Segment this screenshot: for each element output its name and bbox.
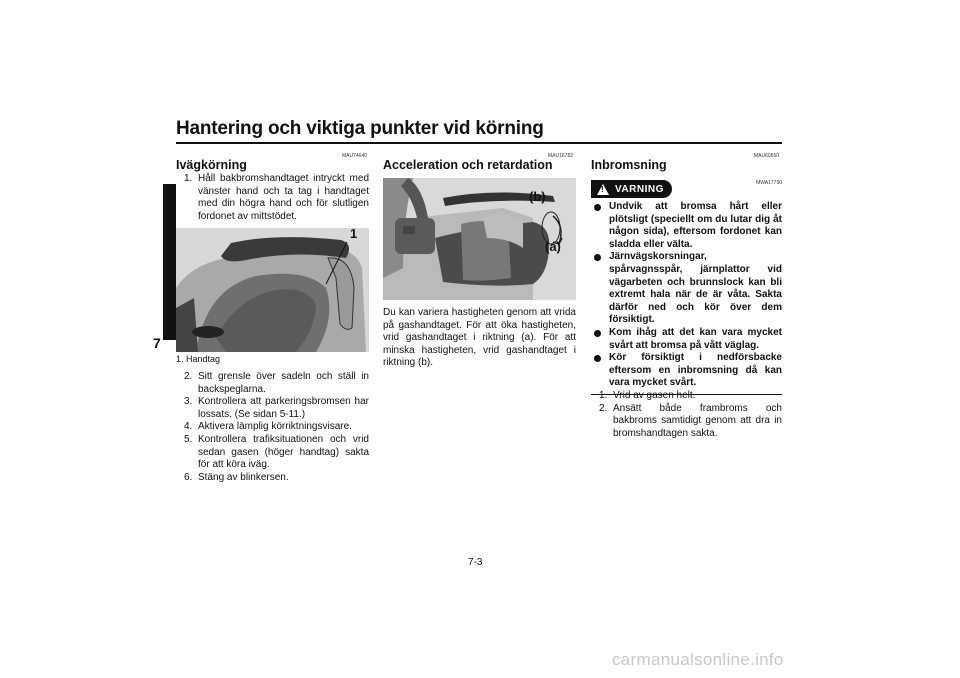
section-heading-braking: Inbromsning bbox=[591, 158, 667, 172]
figure-caption: 1. Handtag bbox=[176, 354, 221, 364]
direction-label-a: (a) bbox=[545, 239, 561, 254]
chapter-tab bbox=[163, 184, 176, 340]
section-heading-acceleration: Acceleration och retardation bbox=[383, 158, 553, 172]
list-item: 5. Kontrollera trafiksituationen och vrid sedan gasen (höger handtag) sakta för att köra iväg. bbox=[184, 433, 369, 471]
warning-box bbox=[591, 180, 782, 395]
list-item: 6. Stäng av blinkersen. bbox=[184, 471, 289, 483]
braking-steps bbox=[591, 390, 782, 440]
bullet-icon bbox=[594, 254, 601, 261]
list-item: 1. Vrid av gasen helt. bbox=[599, 390, 696, 401]
acceleration-paragraph: Du kan variera hastigheten genom att vrida på gashandtaget. För att öka hastigheten, vrid gashandtaget i riktning (a). För att minska hastigheten, vrid gashandtaget i riktning (b). bbox=[383, 307, 576, 369]
warning-triangle-icon bbox=[597, 184, 609, 195]
watermark: carmanualsonline.info bbox=[612, 650, 784, 669]
page-title: Hantering och viktiga punkter vid körning bbox=[176, 118, 544, 139]
section-heading-start: Ivägkörning bbox=[176, 158, 247, 172]
chapter-number: 7 bbox=[153, 335, 161, 351]
start-steps-b bbox=[176, 371, 369, 484]
section-code: MAU16782 bbox=[548, 153, 574, 159]
page-number: 7-3 bbox=[468, 557, 483, 568]
list-item: 3. Kontrollera att parkeringsbromsen har lossats. (Se sidan 5-11.) bbox=[184, 396, 369, 420]
bullet-icon bbox=[594, 355, 601, 362]
bullet-icon bbox=[594, 330, 601, 337]
section-code: MAU60650 bbox=[754, 153, 780, 159]
list-item: 2. Sitt grensle över sadeln och ställ in backspeglarna. bbox=[184, 371, 369, 395]
figure-callout: 1 bbox=[350, 226, 358, 241]
warning-item: Undvik att bromsa hårt eller plötsligt (speciellt om du lutar dig åt någon sida), eftersom fordonet kan sladda eller välta. bbox=[591, 201, 782, 251]
list-item: 2. Ansätt både frambroms och bakbroms samtidigt genom att dra in bromshandtagen sakta. bbox=[599, 402, 782, 439]
list-item: 4. Aktivera lämplig körriktningsvisare. bbox=[184, 421, 352, 433]
header-rule bbox=[176, 142, 782, 144]
warning-item: Kom ihåg att det kan vara mycket svårt att bromsa på vått väglag. bbox=[591, 327, 782, 352]
seat-handle-illustration bbox=[176, 228, 369, 352]
warning-item: Kör försiktigt i nedförsbacke eftersom en inbromsning då kan vara mycket svårt. bbox=[591, 352, 782, 390]
start-steps-a bbox=[176, 173, 369, 223]
bullet-icon bbox=[594, 204, 601, 211]
direction-label-b: (b) bbox=[529, 189, 546, 204]
warning-badge: ! VARNING bbox=[591, 180, 672, 198]
scooter-seat-icon bbox=[176, 228, 369, 352]
warning-list bbox=[591, 201, 782, 390]
warning-item: Järnvägskorsningar, spårvagnsspår, järnplattor vid vägarbeten och brunnslock kan bli extremt hala när de är våta. Sakta därför ned och kör över dem försiktigt. bbox=[591, 251, 782, 327]
warning-code: MWA17790 bbox=[756, 180, 782, 186]
section-code: MAU74640 bbox=[342, 153, 368, 159]
list-item: 1. Håll bakbromshandtaget intryckt med vänster hand och ta tag i handtaget med din högra hand och för slutligen fordonet av mittstödet. bbox=[184, 173, 369, 222]
